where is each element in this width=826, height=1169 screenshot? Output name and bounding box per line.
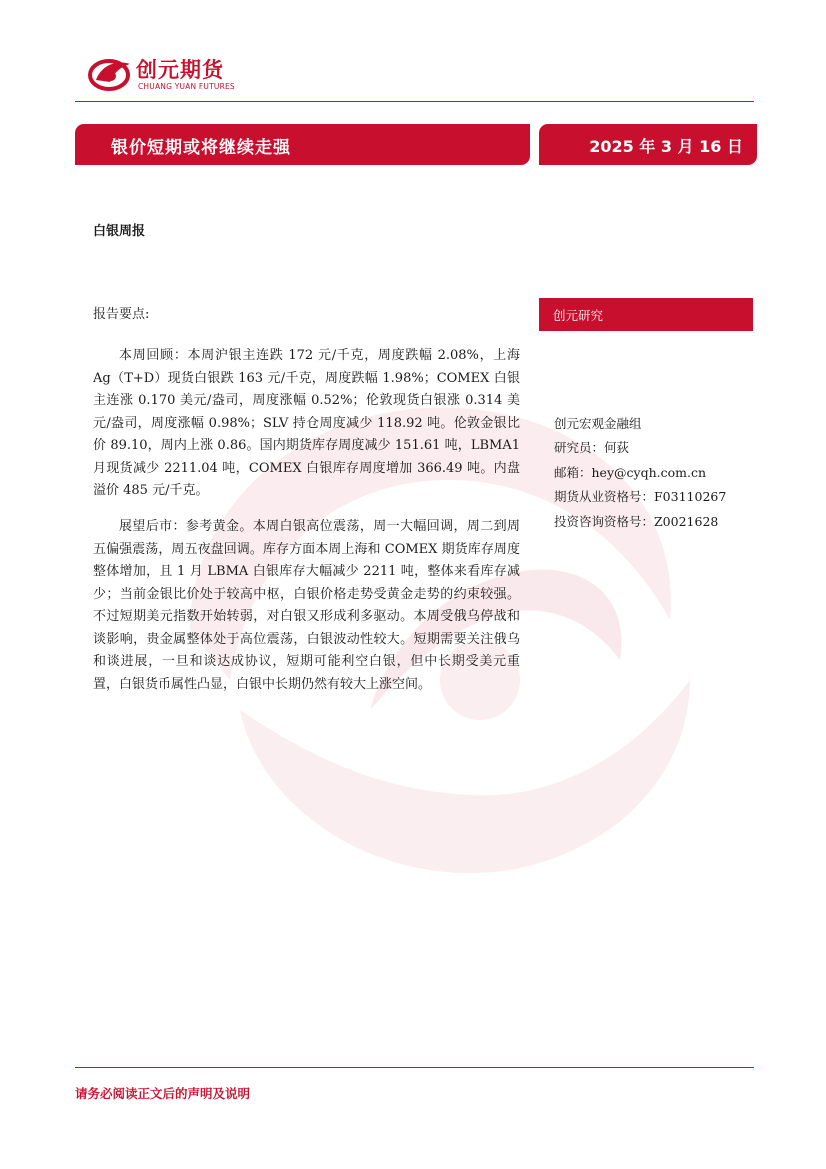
logo-name-cn: 创元期货 bbox=[136, 58, 224, 82]
key-points-label: 报告要点: bbox=[93, 307, 150, 322]
futures-license: 期货从业资格号：F03110267 bbox=[554, 489, 727, 505]
report-title: 银价短期或将继续走强 bbox=[111, 138, 291, 158]
report-type: 白银周报 bbox=[93, 224, 146, 239]
review-paragraph: 本周回顾：本周沪银主连跌 172 元/千克，周度跌幅 2.08%，上海 Ag（T+D）现货白银跌 163 元/千克，周度跌幅 1.98%；COMEX 白银主连涨 0.170 美元/盎司，周度涨幅 0.52%；伦敦现货白银涨 0.314 美元/盎司，周度涨幅 0.98%；SLV 持仓周度减少 118.92 吨。伦敦金银比价 89.10，周内上涨 0.86。国内期货库存周度减少 151.61 吨，LBMA1 月现货减少 2211.04 吨，COMEX 白银库存周度增加 366.49 吨。内盘溢价 485 元/千克。 bbox=[93, 348, 520, 498]
footer-divider bbox=[75, 1067, 754, 1068]
company-logo bbox=[88, 52, 248, 94]
logo-mark-icon bbox=[88, 54, 134, 92]
research-team: 创元宏观金融组 bbox=[554, 416, 642, 431]
logo-name-en: CHUANG YUAN FUTURES bbox=[138, 82, 235, 91]
sidebar-heading bbox=[539, 298, 753, 331]
date-banner bbox=[539, 124, 757, 165]
report-date: 2025 年 3 月 16 日 bbox=[589, 137, 743, 156]
analyst-name: 研究员：何荻 bbox=[554, 440, 630, 456]
footer-disclaimer: 请务必阅读正文后的声明及说明 bbox=[75, 1086, 251, 1101]
analyst-email: 邮箱：hey@cyqh.com.cn bbox=[554, 464, 707, 480]
outlook-paragraph: 展望后市：参考黄金。本周白银高位震荡，周一大幅回调，周二到周五偏强震荡，周五夜盘回调。库存方面本周上海和 COMEX 期货库存周度整体增加，且 1 月 LBMA 白银库存大幅减少 2211 吨，整体来看库存减少；当前金银比价处于较高中枢，白银价格走势受黄金走势的约束较强。不过短期美元指数开始转弱，对白银又形成利多驱动。本周受俄乌停战和谈影响，贵金属整体处于高位震荡，白银波动性较大。短期需要关注俄乌和谈进展，一旦和谈达成协议，短期可能利空白银，但中长期受美元重置，白银货币属性凸显，白银中长期仍然有较大上涨空间。 bbox=[93, 519, 520, 692]
header-divider bbox=[75, 101, 754, 102]
advisory-license: 投资咨询资格号：Z0021628 bbox=[554, 513, 719, 529]
title-banner bbox=[75, 124, 530, 165]
sidebar-heading-label: 创元研究 bbox=[553, 308, 604, 323]
analyst-info bbox=[554, 412, 726, 534]
